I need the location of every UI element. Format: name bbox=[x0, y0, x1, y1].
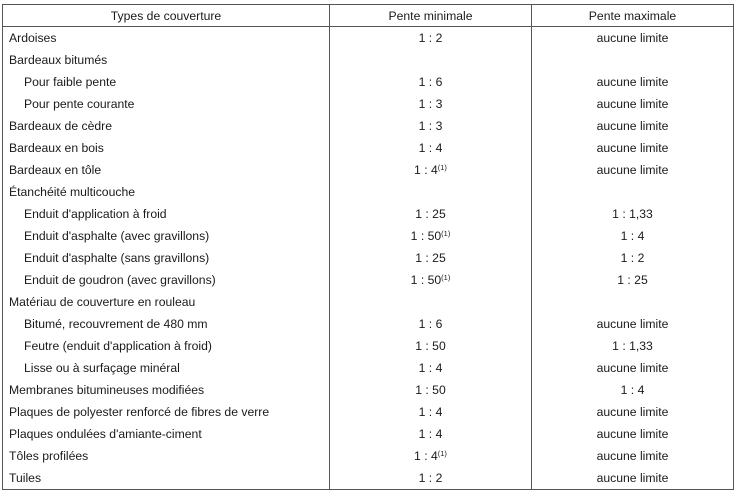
table-row bbox=[3, 357, 734, 379]
min-slope-cell bbox=[330, 225, 532, 247]
min-slope-cell bbox=[330, 445, 532, 467]
roof-slope-table bbox=[2, 4, 734, 490]
table-row bbox=[3, 467, 734, 490]
min-slope-cell bbox=[330, 159, 532, 181]
max-slope-cell: aucune limite bbox=[532, 401, 734, 423]
header-type: Types de couverture bbox=[3, 5, 330, 27]
table-row bbox=[3, 159, 734, 181]
roof-type-cell: Enduit d'asphalte (avec gravillons) bbox=[3, 225, 330, 247]
max-slope-cell: aucune limite bbox=[532, 357, 734, 379]
table-row bbox=[3, 181, 734, 203]
header-max-slope: Pente maximale bbox=[532, 5, 734, 27]
roof-type-cell: Feutre (enduit d'application à froid) bbox=[3, 335, 330, 357]
roof-type-cell: Enduit d'asphalte (sans gravillons) bbox=[3, 247, 330, 269]
table-row bbox=[3, 93, 734, 115]
table-row bbox=[3, 335, 734, 357]
max-slope-cell: 1 : 4 bbox=[532, 225, 734, 247]
roof-type-cell: Bardeaux en tôle bbox=[3, 159, 330, 181]
max-slope-cell: aucune limite bbox=[532, 159, 734, 181]
table-row bbox=[3, 49, 734, 71]
table-row bbox=[3, 401, 734, 423]
min-slope-cell bbox=[330, 423, 532, 445]
min-slope-cell bbox=[330, 467, 532, 490]
min-slope-cell bbox=[330, 247, 532, 269]
min-slope-value: 1 : 4 bbox=[414, 449, 438, 463]
roof-type-cell: Ardoises bbox=[3, 27, 330, 50]
max-slope-cell: 1 : 4 bbox=[532, 379, 734, 401]
table-row bbox=[3, 423, 734, 445]
max-slope-cell: aucune limite bbox=[532, 313, 734, 335]
min-slope-value: 1 : 50 bbox=[415, 383, 446, 397]
min-slope-value: 1 : 2 bbox=[418, 471, 443, 485]
roof-type-cell: Plaques de polyester renforcé de fibres de verre bbox=[3, 401, 330, 423]
max-slope-cell: aucune limite bbox=[532, 467, 734, 490]
min-slope-value: 1 : 50 bbox=[415, 339, 446, 353]
min-slope-value: 1 : 4 bbox=[418, 141, 443, 155]
max-slope-cell: aucune limite bbox=[532, 445, 734, 467]
min-slope-cell bbox=[330, 401, 532, 423]
roof-type-cell: Bitumé, recouvrement de 480 mm bbox=[3, 313, 330, 335]
min-slope-value: 1 : 4 bbox=[418, 361, 443, 375]
min-slope-cell bbox=[330, 379, 532, 401]
min-slope-cell bbox=[330, 27, 532, 50]
roof-type-cell: Plaques ondulées d'amiante-ciment bbox=[3, 423, 330, 445]
min-slope-cell bbox=[330, 269, 532, 291]
table-header-row bbox=[3, 5, 734, 27]
table-row bbox=[3, 445, 734, 467]
roof-type-cell: Enduit de goudron (avec gravillons) bbox=[3, 269, 330, 291]
min-slope-value: 1 : 3 bbox=[418, 97, 443, 111]
max-slope-cell: aucune limite bbox=[532, 423, 734, 445]
max-slope-cell: 1 : 1,33 bbox=[532, 203, 734, 225]
max-slope-cell: aucune limite bbox=[532, 137, 734, 159]
table-row bbox=[3, 137, 734, 159]
footnote-marker: (1) bbox=[437, 163, 447, 172]
min-slope-cell bbox=[330, 203, 532, 225]
roof-type-cell: Tuiles bbox=[3, 467, 330, 490]
min-slope-cell bbox=[330, 137, 532, 159]
roof-type-cell: Enduit d'application à froid bbox=[3, 203, 330, 225]
roof-type-cell: Matériau de couverture en rouleau bbox=[3, 291, 330, 313]
footnote-marker: (1) bbox=[441, 229, 451, 238]
min-slope-cell bbox=[330, 93, 532, 115]
min-slope-cell bbox=[330, 335, 532, 357]
roof-type-cell: Membranes bitumineuses modifiées bbox=[3, 379, 330, 401]
min-slope-value: 1 : 50 bbox=[410, 229, 442, 243]
max-slope-cell: 1 : 2 bbox=[532, 247, 734, 269]
max-slope-cell bbox=[532, 49, 734, 71]
table-row bbox=[3, 203, 734, 225]
max-slope-cell: 1 : 1,33 bbox=[532, 335, 734, 357]
min-slope-value: 1 : 25 bbox=[415, 251, 446, 265]
max-slope-cell: aucune limite bbox=[532, 115, 734, 137]
table-row bbox=[3, 115, 734, 137]
min-slope-value: 1 : 6 bbox=[418, 75, 443, 89]
min-slope-value: 1 : 2 bbox=[418, 31, 443, 45]
table-row bbox=[3, 379, 734, 401]
footnote-marker: (1) bbox=[441, 273, 451, 282]
roof-type-cell: Bardeaux de cèdre bbox=[3, 115, 330, 137]
table-row bbox=[3, 71, 734, 93]
min-slope-value: 1 : 50 bbox=[410, 273, 442, 287]
min-slope-value: 1 : 6 bbox=[418, 317, 443, 331]
table-row bbox=[3, 247, 734, 269]
max-slope-cell bbox=[532, 291, 734, 313]
min-slope-cell bbox=[330, 313, 532, 335]
min-slope-cell bbox=[330, 115, 532, 137]
table-row bbox=[3, 291, 734, 313]
table-row bbox=[3, 269, 734, 291]
min-slope-cell bbox=[330, 357, 532, 379]
min-slope-value: 1 : 4 bbox=[418, 427, 443, 441]
max-slope-cell: aucune limite bbox=[532, 93, 734, 115]
roof-type-cell: Étanchéité multicouche bbox=[3, 181, 330, 203]
min-slope-cell bbox=[330, 49, 532, 71]
roof-type-cell: Lisse ou à surfaçage minéral bbox=[3, 357, 330, 379]
max-slope-cell: 1 : 25 bbox=[532, 269, 734, 291]
min-slope-value: 1 : 4 bbox=[418, 405, 443, 419]
table-row bbox=[3, 27, 734, 50]
max-slope-cell: aucune limite bbox=[532, 27, 734, 50]
min-slope-value: 1 : 4 bbox=[414, 163, 438, 177]
footnote-marker: (1) bbox=[437, 449, 447, 458]
roof-type-cell: Pour faible pente bbox=[3, 71, 330, 93]
roof-type-cell: Bardeaux en bois bbox=[3, 137, 330, 159]
table-body bbox=[3, 27, 734, 490]
header-min-slope: Pente minimale bbox=[330, 5, 532, 27]
min-slope-value: 1 : 3 bbox=[418, 119, 443, 133]
min-slope-value: 1 : 25 bbox=[415, 207, 446, 221]
roof-type-cell: Bardeaux bitumés bbox=[3, 49, 330, 71]
table-row bbox=[3, 225, 734, 247]
table-row bbox=[3, 313, 734, 335]
roof-type-cell: Tôles profilées bbox=[3, 445, 330, 467]
max-slope-cell bbox=[532, 181, 734, 203]
min-slope-cell bbox=[330, 181, 532, 203]
min-slope-cell bbox=[330, 291, 532, 313]
max-slope-cell: aucune limite bbox=[532, 71, 734, 93]
min-slope-cell bbox=[330, 71, 532, 93]
roof-type-cell: Pour pente courante bbox=[3, 93, 330, 115]
